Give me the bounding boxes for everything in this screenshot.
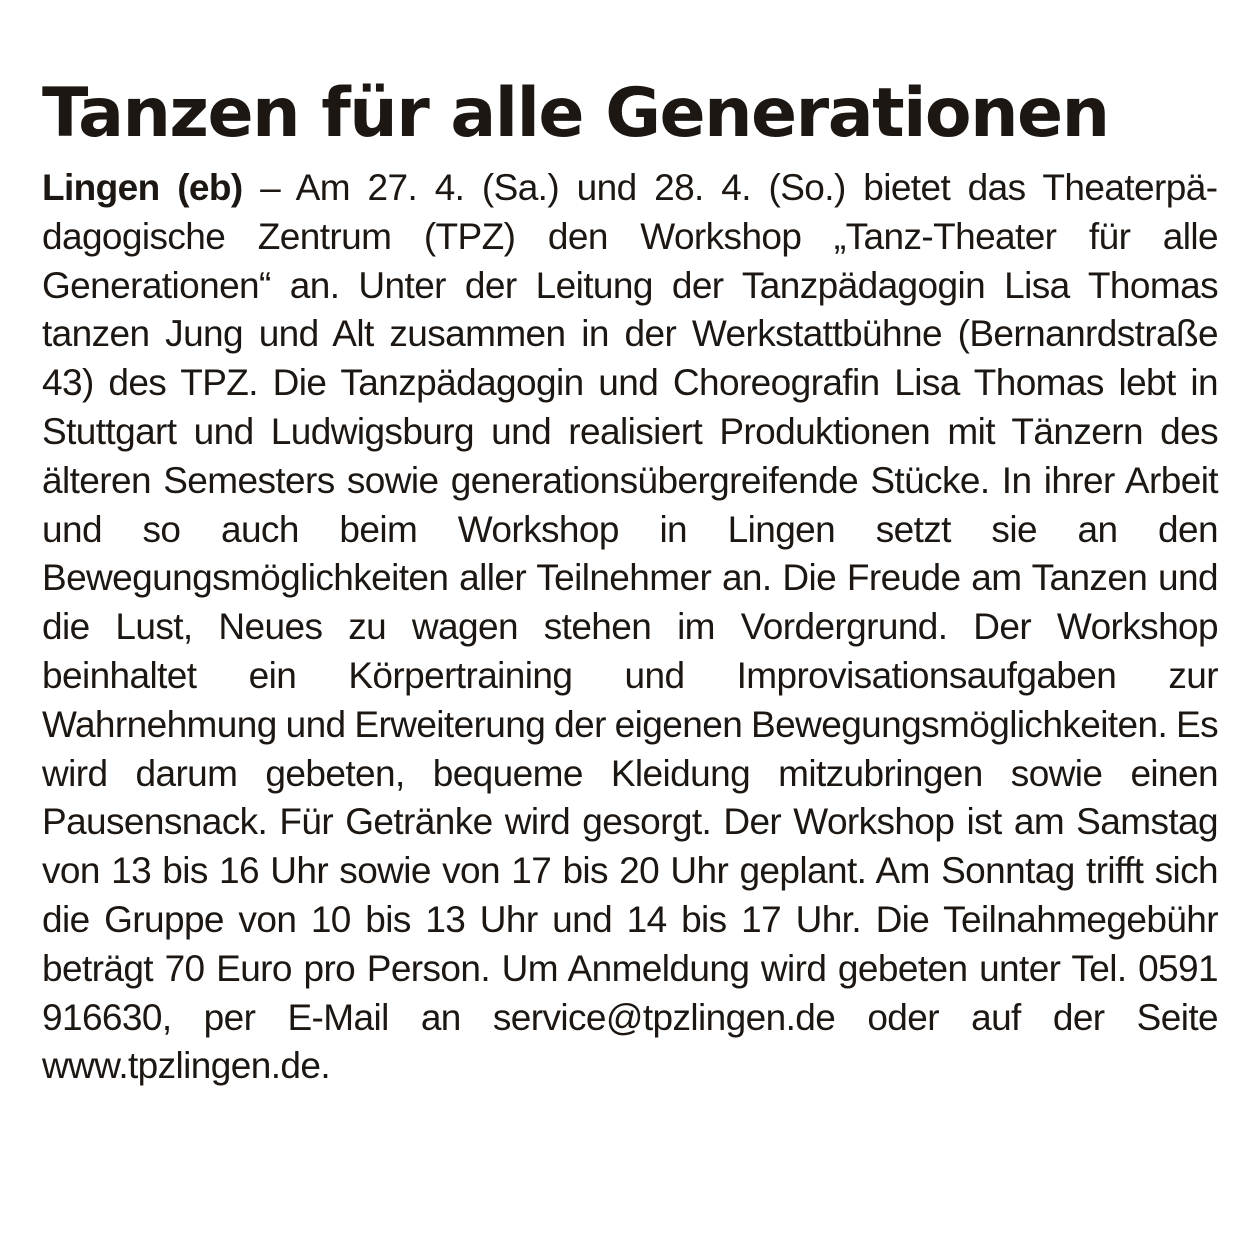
news-article <box>42 68 1218 1091</box>
article-body-text: – Am 27. 4. (Sa.) und 28. 4. (So.) bietet das Theaterpädagogische Zentrum (TPZ) den Workshop „Tanz-Theater für alle Generationen“ an. Unter der Leitung der Tanzpädagogin Lisa Thomas tanzen Jung und Alt zusammen in der Werkstattbühne (Bernanrdstraße 43) des TPZ. Die Tanzpädagogin und Choreografin Lisa Thomas lebt in Stuttgart und Ludwigsburg und realisiert Produktionen mit Tänzern des älteren Semesters sowie generationsübergreifende Stücke. In ihrer Arbeit und so auch beim Workshop in Lingen setzt sie an den Bewegungsmöglichkeiten aller Teilnehmer an. Die Freude am Tanzen und die Lust, Neues zu wagen stehen im Vordergrund. Der Workshop beinhaltet ein Körpertraining und Improvisationsaufgaben zur Wahrnehmung und Erweiterung der eigenen Bewegungsmöglichkeiten. Es wird darum gebeten, bequeme Kleidung mitzubringen sowie einen Pausensnack. Für Getränke wird gesorgt. Der Workshop ist am Samstag von 13 bis 16 Uhr sowie von 17 bis 20 Uhr geplant. Am Sonntag trifft sich die Gruppe von 10 bis 13 Uhr und 14 bis 17 Uhr. Die Teilnahmegebühr beträgt 70 Euro pro Person. Um Anmeldung wird gebeten unter Tel. 0591 916630, per E-Mail an service@tpzlingen.de oder auf der Seite www.tpzlingen.de. <box>42 167 1219 1087</box>
article-dateline: Lingen (eb) <box>42 167 243 208</box>
article-headline: Tanzen für alle Generationen <box>42 74 1109 153</box>
article-body <box>42 164 1218 1091</box>
